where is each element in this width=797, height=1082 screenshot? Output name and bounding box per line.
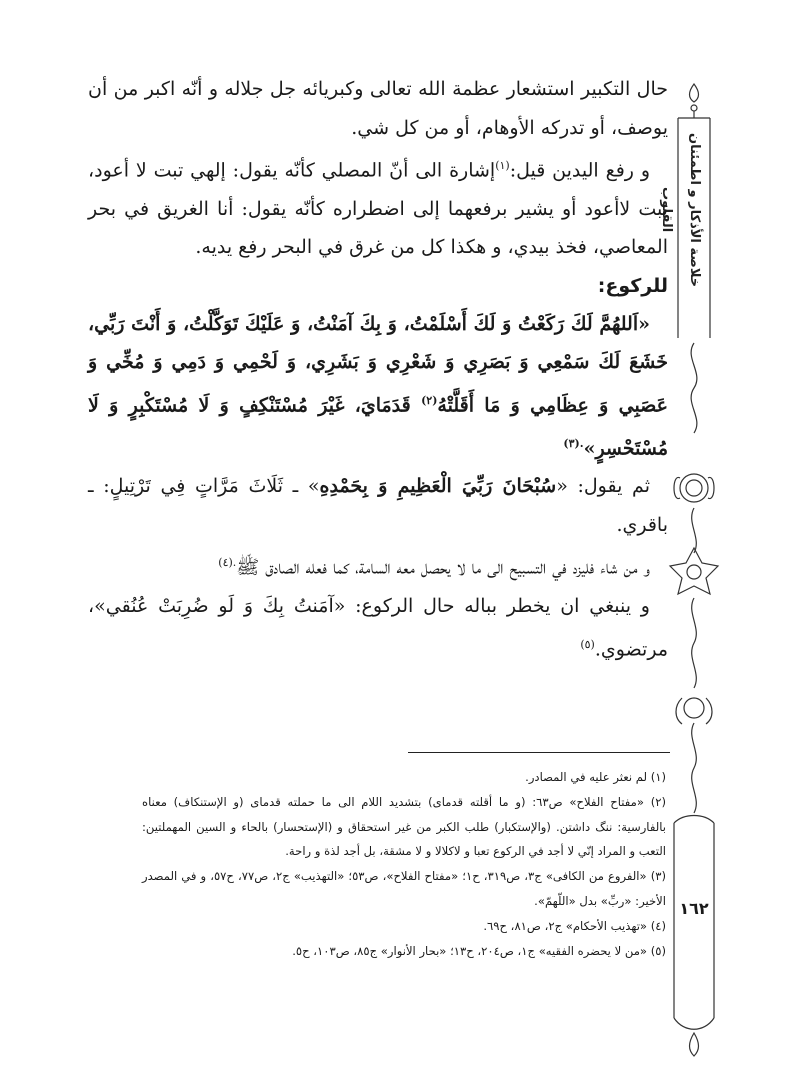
footnote-5: (٥) «من لا يحضره الفقيه» ج١، ص٢٠٤، ح١٣؛ «بحار الأنوار» ج٨٥، ص١٠٣، ح٥.	[292, 943, 666, 958]
paragraph-takbir: حال التكبير استشعار عظمة الله تعالى وكبريائه جل جلاله و أنّه اكبر من أن يوصف، أو تدركه الأوهام، أو من كل شي.	[88, 78, 668, 139]
paragraph-tasbih	[88, 467, 668, 544]
footnote-ref: (٢)	[421, 393, 438, 407]
text-segment: » ـ ثَلَاثَ مَرَّاتٍ فِي تَرْتِيلٍ: ـ باقري.	[88, 475, 668, 536]
tasbih-text: سُبْحَانَ رَبِّيَ الْعَظِيمِ وَ بِحَمْدِهِ	[319, 475, 557, 498]
text-segment: ثم يقول: «	[556, 475, 650, 498]
footnote-ref: .(٣)	[563, 436, 584, 450]
text-segment: و رفع اليدين قيل:	[509, 159, 650, 182]
main-text	[88, 70, 668, 669]
text-segment: إشارة الى أنّ المصلي كأنّه يقول: إلهي تبت لا أعود، تبت لاأعود أو يشير برفعهما إلى اضطراره كأنّه يقول: أنا الغريق في بحر المعاصي، فخذ بيدي، و هكذا كل من غرق في البحر رفع يديه.	[88, 159, 668, 259]
page-number: ١٦٢	[679, 899, 709, 918]
dua-text: «اَللهُمَّ لَكَ رَكَعْتُ وَ لَكَ أَسْلَمْتُ، وَ بِكَ آمَنْتُ، وَ عَلَيْكَ تَوَكَّلْتُ، وَ أَنْتَ رَبِّي، خَشَعَ لَكَ سَمْعِي وَ بَصَرِي وَ شَعْرِي وَ بَشَرِي، وَ لَحْمِي وَ دَمِي وَ مُخِّي وَ عَصَبِي وَ عِظَامِي وَ مَا أَقَلَّتْهُ	[88, 312, 668, 417]
paragraph-raising-hands	[88, 147, 668, 267]
section-heading: للركوع:	[597, 274, 668, 297]
running-title: خلاصة الأذكار و اطمئنان القلوب	[659, 132, 702, 288]
footnotes	[142, 765, 666, 963]
paragraph-intention	[88, 587, 668, 668]
paragraph-extra-tasbih	[88, 544, 668, 587]
footnote-4: (٤) «تهذيب الأحكام» ج٢، ص٨١، ح٦٩.	[483, 918, 666, 933]
footnote-1: (١) لم نعثر عليه في المصادر.	[525, 770, 666, 784]
text-segment: و من شاء فليزد في التسبيح الى ما لا يحصل معه السامة، كما فعله الصادق ﷺ	[236, 556, 650, 579]
footnote-ref: .(٤)	[218, 556, 237, 570]
footnote-divider	[408, 752, 670, 753]
ruku-dua	[88, 305, 668, 468]
footnote-3: (٣) «الفروع من الكافى» ج٣، ص٣١٩، ح١؛ «مفتاح الفلاح»، ص٥٣؛ «التهذيب» ج٢، ص٧٧، ح٥٧، و في المصدر الأخير: «ربِّ» بدل «اللّهمّ».	[142, 869, 666, 908]
footnote-2: (٢) «مفتاح الفلاح» ص٦٣: (و ما أقلته قدماى) بتشديد اللام الى ما حملته قدماى (و الإستنكاف) معناه بالفارسية: ننگ داشتن. (والإستكبار) طلب الكبر من غير استحقاق و (الإستحسار) بالحاء و السين المهملتين: التعب و المراد إنّي لا أجد في الركوع تعبا و لاكلالا و لا مشقة، بل أجد لذة و راحة.	[142, 794, 666, 859]
dua-text: قَدَمَايَ، غَيْرَ مُسْتَنْكِفٍ وَ لَا مُسْتَكْبِرٍ وَ لَا مُسْتَحْسِرٍ»	[88, 394, 668, 459]
footnote-ref: (٥)	[580, 637, 595, 651]
footnote-ref: (١)	[495, 159, 510, 172]
text-segment: و ينبغي ان يخطر بباله حال الركوع: «آمَنتُ بِكَ وَ لَو ضُرِبَتْ عُنُقي»، مرتضوي.	[88, 595, 668, 661]
